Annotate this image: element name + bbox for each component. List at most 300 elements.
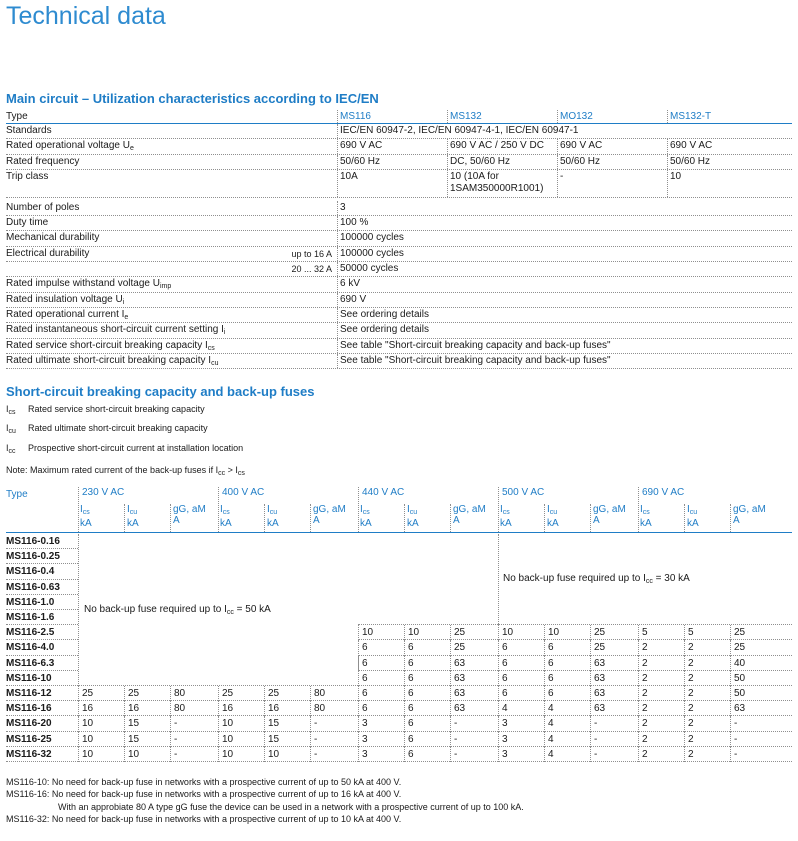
cell-value: 25 — [730, 640, 745, 655]
cell-value: 80 — [170, 686, 185, 701]
subheader-text: I — [80, 504, 83, 515]
cell-value: 63 — [590, 656, 605, 671]
row-label — [6, 232, 99, 244]
subheader-unit: kA — [80, 518, 92, 529]
cell-value: 80 — [310, 686, 325, 701]
row-value-line: 10 (10A for — [450, 171, 499, 182]
subscript: i — [223, 329, 226, 336]
table-row — [6, 293, 792, 308]
cell-value: 4 — [544, 716, 554, 731]
table-row — [6, 686, 792, 701]
voltage-group-header: 400 V AC — [218, 487, 264, 532]
subheader-text: gG, aM — [313, 504, 346, 515]
no-backup-note-30ka — [503, 573, 690, 585]
cell-value: 3 — [358, 747, 368, 762]
cell-value: 6 — [358, 640, 368, 655]
subheader-line — [547, 504, 559, 518]
cell-value: 16 — [78, 701, 93, 716]
cell-value: 2 — [638, 732, 648, 747]
cell-value: 2 — [684, 747, 694, 762]
cell-value: 63 — [450, 686, 465, 701]
type-name: MS116-20 — [6, 718, 52, 730]
cell-value: 6 — [404, 732, 414, 747]
cell-value: - — [450, 716, 457, 731]
legend-item — [6, 404, 205, 416]
subscript: cs — [207, 345, 215, 352]
cell-value: 6 — [404, 701, 414, 716]
subheader-text: I — [360, 504, 363, 515]
row-label-text: Standards — [6, 125, 52, 136]
subheader-unit: kA — [220, 518, 232, 529]
subheader-text: gG, aM — [733, 504, 766, 515]
cell-value: 2 — [638, 686, 648, 701]
table-row — [6, 277, 792, 293]
product-header: MS116 — [337, 110, 371, 123]
cell-value: 10 — [78, 732, 93, 747]
footnote: MS116-32: No need for back-up fuse in networks with a prospective current of up to 10 kA at 400 V. — [6, 814, 402, 824]
subheader-line — [593, 504, 626, 515]
table-row — [6, 155, 792, 170]
type-name: MS116-0.25 — [6, 551, 60, 563]
column-subheader — [730, 504, 766, 532]
cell-value: 63 — [590, 686, 605, 701]
subscript: cs — [8, 409, 16, 416]
subscript: cu — [8, 428, 16, 435]
footnote: MS116-16: No need for back-up fuse in networks with a prospective current of up to 16 kA at 400 V. — [6, 789, 402, 799]
cell-value: 63 — [450, 656, 465, 671]
type-name: MS116-2.5 — [6, 627, 55, 639]
note-text: = 30 kA — [652, 573, 690, 584]
subscript: i — [122, 299, 125, 306]
cell-value: 6 — [498, 640, 508, 655]
product-header: MS132 — [447, 110, 482, 123]
legend-symbol — [6, 423, 28, 435]
subscript: e — [129, 145, 134, 152]
cell-value: 3 — [498, 747, 508, 762]
cell-value: 6 — [498, 671, 508, 686]
cell-value: - — [730, 747, 737, 762]
row-value: 10 — [667, 170, 681, 197]
row-value: 690 V — [337, 293, 366, 307]
main-circuit-title: Main circuit – Utilization characteristics according to IEC/EN — [6, 91, 379, 106]
row-value: - — [557, 170, 563, 197]
cell-value: 2 — [684, 640, 694, 655]
merged-region — [79, 624, 358, 685]
row-value: 690 V AC — [337, 139, 382, 154]
cell-value: - — [310, 716, 317, 731]
subheader-unit: kA — [267, 518, 279, 529]
cell-value: 2 — [638, 671, 648, 686]
cell-value: - — [590, 747, 597, 762]
row-value: See ordering details — [337, 308, 429, 322]
cell-value: 25 — [450, 625, 465, 640]
row-value: 6 kV — [337, 277, 360, 292]
region-border — [358, 624, 359, 686]
cell-value: 2 — [684, 671, 694, 686]
row-label-text: Rated impulse withstand voltage U — [6, 278, 160, 289]
short-circuit-title: Short-circuit breaking capacity and back-up fuses — [6, 384, 315, 399]
cell-value: - — [450, 732, 457, 747]
table-row — [6, 216, 792, 231]
cell-value: 10 — [218, 732, 233, 747]
cell-value: - — [730, 716, 737, 731]
legend-symbol-letter: I — [6, 443, 9, 453]
subscript: cc — [8, 448, 16, 455]
cell-value: 63 — [590, 671, 605, 686]
cell-value: 6 — [358, 686, 368, 701]
column-subheader — [404, 504, 419, 532]
subscript: cs — [82, 509, 90, 516]
cell-value: 15 — [264, 716, 279, 731]
no-backup-note-50ka — [84, 604, 271, 616]
product-header: MS132-T — [667, 110, 711, 123]
cell-value: 3 — [358, 732, 368, 747]
legend-symbol-letter: I — [6, 404, 9, 414]
column-subheader — [310, 504, 346, 532]
cell-value: - — [590, 716, 597, 731]
table-row — [6, 308, 792, 323]
legend-symbol — [6, 443, 28, 455]
column-subheader — [124, 504, 139, 532]
cell-value: 25 — [450, 640, 465, 655]
cell-value: - — [170, 716, 177, 731]
subheader-line — [733, 504, 766, 515]
row-label-text: Rated instantaneous short-circuit current setting I — [6, 324, 224, 335]
subheader-text: I — [547, 504, 550, 515]
cell-value: 25 — [218, 686, 233, 701]
cell-value: 16 — [218, 701, 233, 716]
subheader-line — [267, 504, 279, 518]
subscript: cu — [689, 509, 698, 516]
row-label-text: Rated frequency — [6, 156, 80, 167]
subheader-unit: A — [173, 515, 180, 526]
type-name: MS116-25 — [6, 733, 52, 745]
subheader-text: I — [687, 504, 690, 515]
table-row — [6, 262, 792, 277]
subscript: cu — [409, 509, 418, 516]
subheader-unit: A — [593, 515, 600, 526]
type-name: MS116-6.3 — [6, 657, 55, 669]
cell-value: 2 — [638, 716, 648, 731]
row-label — [6, 278, 171, 293]
cell-value: - — [730, 732, 737, 747]
cell-value: 6 — [498, 656, 508, 671]
table-row — [6, 201, 792, 216]
cell-value: - — [170, 732, 177, 747]
cell-value: 6 — [404, 686, 414, 701]
subheader-line — [360, 504, 372, 518]
subscript: cu — [211, 360, 219, 367]
subheader-text: I — [220, 504, 223, 515]
subheader-line — [127, 504, 139, 518]
legend-symbol — [6, 404, 28, 416]
header-divider — [6, 532, 792, 533]
row-label-text: Rated ultimate short-circuit breaking capacity I — [6, 355, 212, 366]
cell-value: 63 — [450, 671, 465, 686]
column-subheader — [450, 504, 486, 532]
row-value: IEC/EN 60947-2, IEC/EN 60947-4-1, IEC/EN 60947-1 — [337, 124, 578, 138]
cell-value: 6 — [404, 640, 414, 655]
cell-value: 10 — [498, 625, 513, 640]
column-subheader — [170, 504, 206, 532]
subheader-line — [80, 504, 92, 518]
subheader-unit: kA — [407, 518, 419, 529]
voltage-group-header: 690 V AC — [638, 487, 684, 532]
cell-value: 6 — [358, 671, 368, 686]
cell-value: 10 — [218, 716, 233, 731]
cell-value: 50 — [730, 686, 745, 701]
row-label — [6, 217, 48, 229]
subscript: cs — [222, 509, 230, 516]
cell-value: 6 — [544, 640, 554, 655]
subheader-line — [313, 504, 346, 515]
table-row — [6, 339, 792, 354]
column-subheader — [78, 504, 92, 532]
subheader-unit: A — [453, 515, 460, 526]
subheader-unit: kA — [687, 518, 699, 529]
cell-value: - — [590, 732, 597, 747]
cell-value: 15 — [124, 732, 139, 747]
type-name: MS116-10 — [6, 672, 52, 684]
type-name: MS116-16 — [6, 703, 52, 715]
cell-value: 4 — [498, 701, 508, 716]
cell-value: 25 — [590, 625, 605, 640]
table-row — [6, 231, 792, 247]
legend-symbol-letter: I — [6, 423, 9, 433]
legend-text: Prospective short-circuit current at installation location — [28, 443, 244, 453]
row-label-text: Trip class — [6, 171, 49, 182]
note-text: = 50 kA — [233, 604, 271, 615]
row-value: 50/60 Hz — [337, 155, 380, 169]
subheader-text: I — [127, 504, 130, 515]
subscript: cc — [226, 609, 234, 616]
type-name: MS116-4.0 — [6, 642, 55, 654]
row-label-text: Electrical durability — [6, 248, 90, 259]
table-row — [6, 716, 792, 731]
row-value: 50/60 Hz — [667, 155, 710, 169]
cell-value: 10 — [358, 625, 373, 640]
type-name: MS116-0.16 — [6, 536, 60, 547]
cell-value: 80 — [310, 701, 325, 716]
row-label-text: Rated operational current I — [6, 309, 125, 320]
row-label — [6, 156, 79, 168]
subheader-line — [220, 504, 232, 518]
subheader-text: I — [500, 504, 503, 515]
cell-value: 2 — [684, 686, 694, 701]
subheader-unit: kA — [127, 518, 139, 529]
subscript: cc — [645, 578, 653, 585]
row-value: 100000 cycles — [337, 247, 404, 261]
row-value: 690 V AC — [557, 139, 602, 154]
row-label-text: Rated service short-circuit breaking capacity I — [6, 340, 208, 351]
subscript: cu — [129, 509, 138, 516]
legend-text: Rated service short-circuit breaking capacity — [28, 404, 205, 414]
table-row — [6, 247, 792, 262]
type-name: MS116-0.4 — [6, 566, 55, 578]
cell-value: 40 — [730, 656, 745, 671]
row-value: 690 V AC — [667, 139, 712, 154]
cell-value: - — [310, 747, 317, 762]
table-row — [6, 732, 792, 747]
cell-value: 16 — [124, 701, 139, 716]
cell-value: 2 — [684, 732, 694, 747]
subheader-unit: A — [313, 515, 320, 526]
cell-value: 25 — [730, 625, 745, 640]
legend-item — [6, 423, 208, 435]
row-condition: 20 ... 32 A — [291, 264, 332, 274]
cell-value: 2 — [684, 716, 694, 731]
subheader-unit: kA — [547, 518, 559, 529]
cell-value: 6 — [404, 747, 414, 762]
row-label — [6, 202, 79, 214]
row-value: 100 % — [337, 216, 368, 230]
cell-value: 10 — [124, 747, 139, 762]
cell-value: 3 — [498, 716, 508, 731]
row-label-text: Rated operational voltage U — [6, 140, 130, 151]
product-header: MO132 — [557, 110, 593, 123]
subscript: cs — [642, 509, 650, 516]
cell-value: - — [170, 747, 177, 762]
cell-value: 4 — [544, 701, 554, 716]
legend-item — [6, 443, 243, 455]
row-value — [447, 170, 543, 197]
note-text: No back-up fuse required up to I — [503, 573, 646, 584]
cell-value: 25 — [264, 686, 279, 701]
type-header: Type — [6, 489, 28, 500]
row-condition: up to 16 A — [291, 249, 332, 259]
row-label — [6, 309, 128, 324]
cell-value: 10 — [78, 747, 93, 762]
cell-value: 6 — [358, 656, 368, 671]
backup-fuse-note: Note: Maximum rated current of the back-up fuses if $I_{cc} > I_{cs}$ — [6, 465, 245, 477]
cell-value: 6 — [544, 656, 554, 671]
subheader-unit: A — [733, 515, 740, 526]
column-subheader — [218, 504, 232, 532]
type-header: Type — [6, 111, 28, 122]
cell-value: 2 — [638, 701, 648, 716]
subscript: cs — [502, 509, 510, 516]
row-value: See table "Short-circuit breaking capacity and back-up fuses" — [337, 354, 611, 368]
row-value: 50/60 Hz — [557, 155, 600, 169]
page-title: Technical data — [6, 2, 166, 30]
subheader-unit: kA — [360, 518, 372, 529]
legend-text: Rated ultimate short-circuit breaking capacity — [28, 423, 208, 433]
subheader-unit: kA — [640, 518, 652, 529]
subheader-text: gG, aM — [453, 504, 486, 515]
cell-value: 5 — [684, 625, 694, 640]
row-label — [6, 340, 215, 355]
table-row — [6, 323, 792, 339]
subscript: imp — [159, 283, 172, 290]
table-row — [6, 354, 792, 369]
footnote: With an approbiate 80 A type gG fuse the device can be used in a network with a prospective current of up to 100 kA. — [58, 802, 524, 812]
cell-value: 63 — [730, 701, 745, 716]
row-label-text: Mechanical durability — [6, 232, 100, 243]
type-name: MS116-12 — [6, 688, 52, 699]
column-subheader — [684, 504, 699, 532]
subscript: cs — [362, 509, 370, 516]
subscript: cu — [269, 509, 278, 516]
row-label — [6, 355, 219, 370]
row-label — [6, 125, 52, 137]
row-value: See table "Short-circuit breaking capacity and back-up fuses" — [337, 339, 611, 353]
cell-value: 6 — [358, 701, 368, 716]
cell-value: 6 — [544, 671, 554, 686]
subheader-line — [407, 504, 419, 518]
cell-value: 2 — [684, 701, 694, 716]
subheader-line — [687, 504, 699, 518]
footnote: MS116-10: No need for back-up fuse in networks with a prospective current of up to 50 kA at 400 V. — [6, 777, 402, 787]
table-header-row — [6, 110, 792, 124]
cell-value: 4 — [544, 732, 554, 747]
column-subheader — [498, 504, 512, 532]
row-value: 690 V AC / 250 V DC — [447, 139, 544, 154]
row-label — [6, 294, 124, 309]
cell-value: 6 — [404, 656, 414, 671]
cell-value: 6 — [544, 686, 554, 701]
cell-value: - — [450, 747, 457, 762]
subheader-line — [500, 504, 512, 518]
cell-value: 5 — [638, 625, 648, 640]
column-subheader — [358, 504, 372, 532]
cell-value: 2 — [638, 640, 648, 655]
table-row — [6, 139, 792, 155]
cell-value: 25 — [78, 686, 93, 701]
cell-value: - — [310, 732, 317, 747]
subscript: cu — [549, 509, 558, 516]
cell-value: 80 — [170, 701, 185, 716]
row-value: See ordering details — [337, 323, 429, 338]
row-label — [6, 324, 225, 339]
cell-value: 6 — [404, 671, 414, 686]
type-name: MS116-1.0 — [6, 596, 55, 608]
note-text: No back-up fuse required up to I — [84, 604, 227, 615]
subheader-line — [173, 504, 206, 515]
row-value: 10A — [337, 170, 358, 197]
row-label-text: Duty time — [6, 217, 49, 228]
subscript: e — [124, 314, 129, 321]
subheader-text: I — [267, 504, 270, 515]
type-name: MS116-1.6 — [6, 612, 55, 623]
cell-value: 10 — [544, 625, 559, 640]
voltage-group-header: 500 V AC — [498, 487, 544, 532]
row-label — [6, 171, 48, 183]
row-label — [6, 248, 89, 260]
subheader-unit: kA — [500, 518, 512, 529]
cell-value: 2 — [684, 656, 694, 671]
cell-value: 6 — [498, 686, 508, 701]
subheader-text: I — [407, 504, 410, 515]
row-value-line: 1SAM350000R1001) — [450, 183, 544, 194]
cell-value: 10 — [218, 747, 233, 762]
cell-value: 10 — [404, 625, 419, 640]
cell-value: 6 — [404, 716, 414, 731]
voltage-group-header: 230 V AC — [78, 487, 124, 532]
voltage-group-header: 440 V AC — [358, 487, 404, 532]
cell-value: 25 — [590, 640, 605, 655]
subheader-line — [453, 504, 486, 515]
row-value: DC, 50/60 Hz — [447, 155, 510, 169]
cell-value: 25 — [124, 686, 139, 701]
type-name: MS116-0.63 — [6, 581, 60, 593]
type-name: MS116-32 — [6, 748, 52, 760]
column-subheader — [638, 504, 652, 532]
column-subheader — [544, 504, 559, 532]
region-border — [498, 534, 499, 624]
cell-value: 15 — [264, 732, 279, 747]
cell-value: 63 — [450, 701, 465, 716]
cell-value: 3 — [498, 732, 508, 747]
